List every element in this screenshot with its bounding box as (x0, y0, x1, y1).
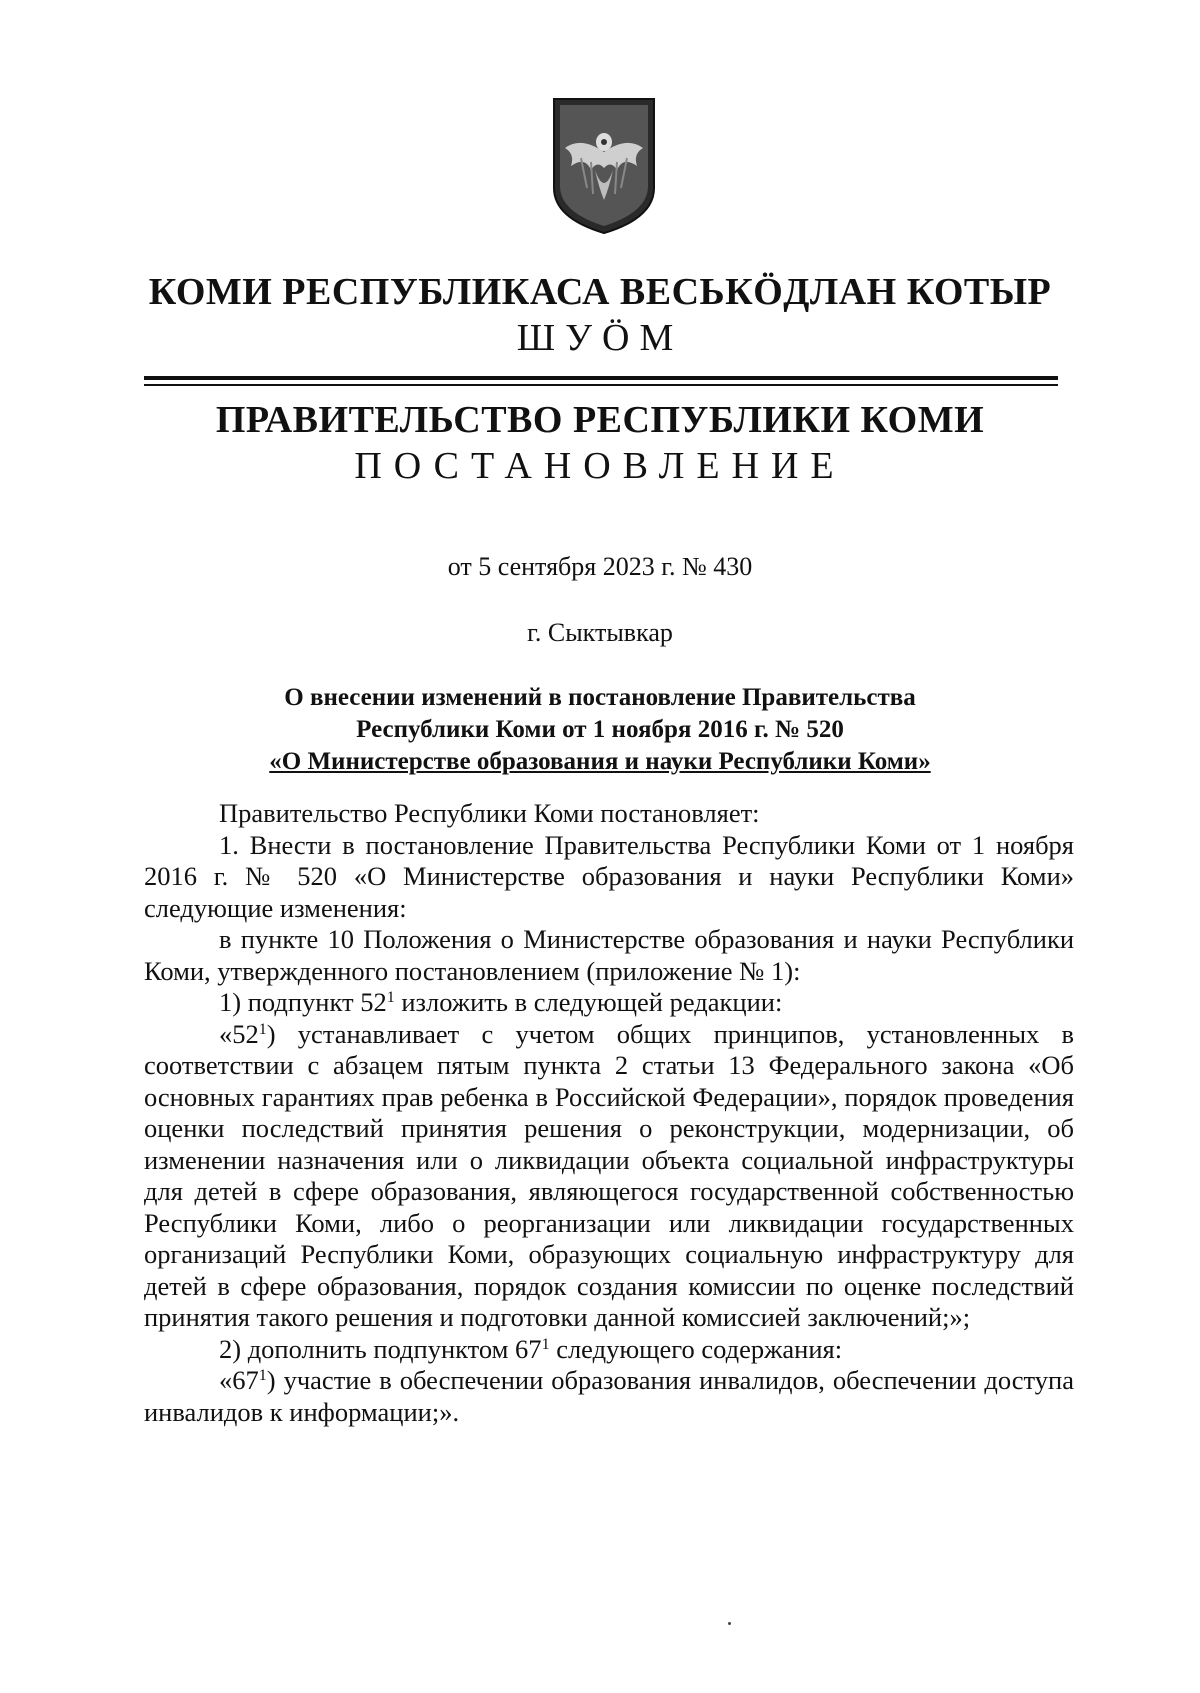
text-run: 1) подпункт 52 (219, 987, 387, 1017)
header-divider-thick (144, 376, 1058, 380)
document-body (144, 798, 1074, 1428)
body-paragraph-new-67-1 (144, 1365, 1074, 1428)
russian-document-type: ПОСТАНОВЛЕНИЕ (354, 445, 846, 487)
body-paragraph-new-52-1 (144, 1019, 1074, 1334)
komi-coat-of-arms-icon (551, 96, 657, 236)
text-run: «67 (219, 1365, 259, 1395)
superscript: 1 (386, 989, 395, 1006)
body-paragraph-preamble: Правительство Республики Коми постановляет: (219, 798, 760, 828)
document-city: г. Сыктывкар (527, 618, 673, 647)
subject-line-2: Республики Коми от 1 ноября 2016 г. № 520 (356, 716, 844, 743)
superscript: 1 (258, 1367, 267, 1384)
scan-speck (728, 1622, 731, 1625)
russian-government-title: ПРАВИТЕЛЬСТВО РЕСПУБЛИКИ КОМИ (215, 399, 985, 441)
body-paragraph-item-1: 1. Внести в постановление Правительства Республики Коми от 1 ноября 2016 г. № 520 «О Министерстве образования и науки Республики Коми» следующие изменения: (144, 829, 1074, 923)
superscript: 1 (258, 1020, 267, 1038)
text-run: следующего содержания: (549, 1333, 843, 1364)
komi-government-title: КОМИ РЕСПУБЛИКАСА ВЕСЬКÖДЛАН КОТЫР (148, 271, 1052, 313)
body-paragraph-subitem-1 (144, 987, 1074, 1019)
body-paragraph-point-10: в пункте 10 Положения о Министерстве образования и науки Республики Коми, утвержденного постановлением (приложение № 1): (144, 924, 1074, 986)
text-run: изложить в следующей редакции: (394, 987, 783, 1017)
text-run: «52 (219, 1018, 259, 1049)
text-run: 2) дополнить подпунктом 67 (219, 1333, 542, 1364)
komi-document-type: ШУÖМ (516, 317, 684, 359)
text-run: ) устанавливает с учетом общих принципов, установленных в соответствии с абзацем пятым пункта 2 статьи 13 Федерального закона «Об основных гарантиях прав ребенка в Российской Федерации», порядок проведения оценки последствий принятия решения о реконструкции, модернизации, об изменении назначения или о ликвидации объекта социальной инфраструктуры для детей в сфере образования, являющегося государственной собственностью Республики Коми, либо о реорганизации или ликвидации государственных организаций Республики Коми, образующих социальную инфраструктуру для детей в сфере образования, порядок создания комиссии по оценке последствий принятия такого решения и подготовки данной комиссией заключений;»; (144, 1018, 1074, 1332)
superscript: 1 (541, 1335, 550, 1353)
subject-line-3: «О Министерстве образования и науки Республики Коми» (269, 748, 931, 775)
header-divider-thin (144, 384, 1058, 386)
body-paragraph-subitem-2 (144, 1334, 1074, 1366)
document-date-number: от 5 сентября 2023 г. № 430 (447, 552, 753, 581)
text-run: ) участие в обеспечении образования инвалидов, обеспечении доступа инвалидов к информации;». (144, 1365, 1074, 1427)
subject-line-1: О внесении изменений в постановление Правительства (284, 684, 916, 711)
